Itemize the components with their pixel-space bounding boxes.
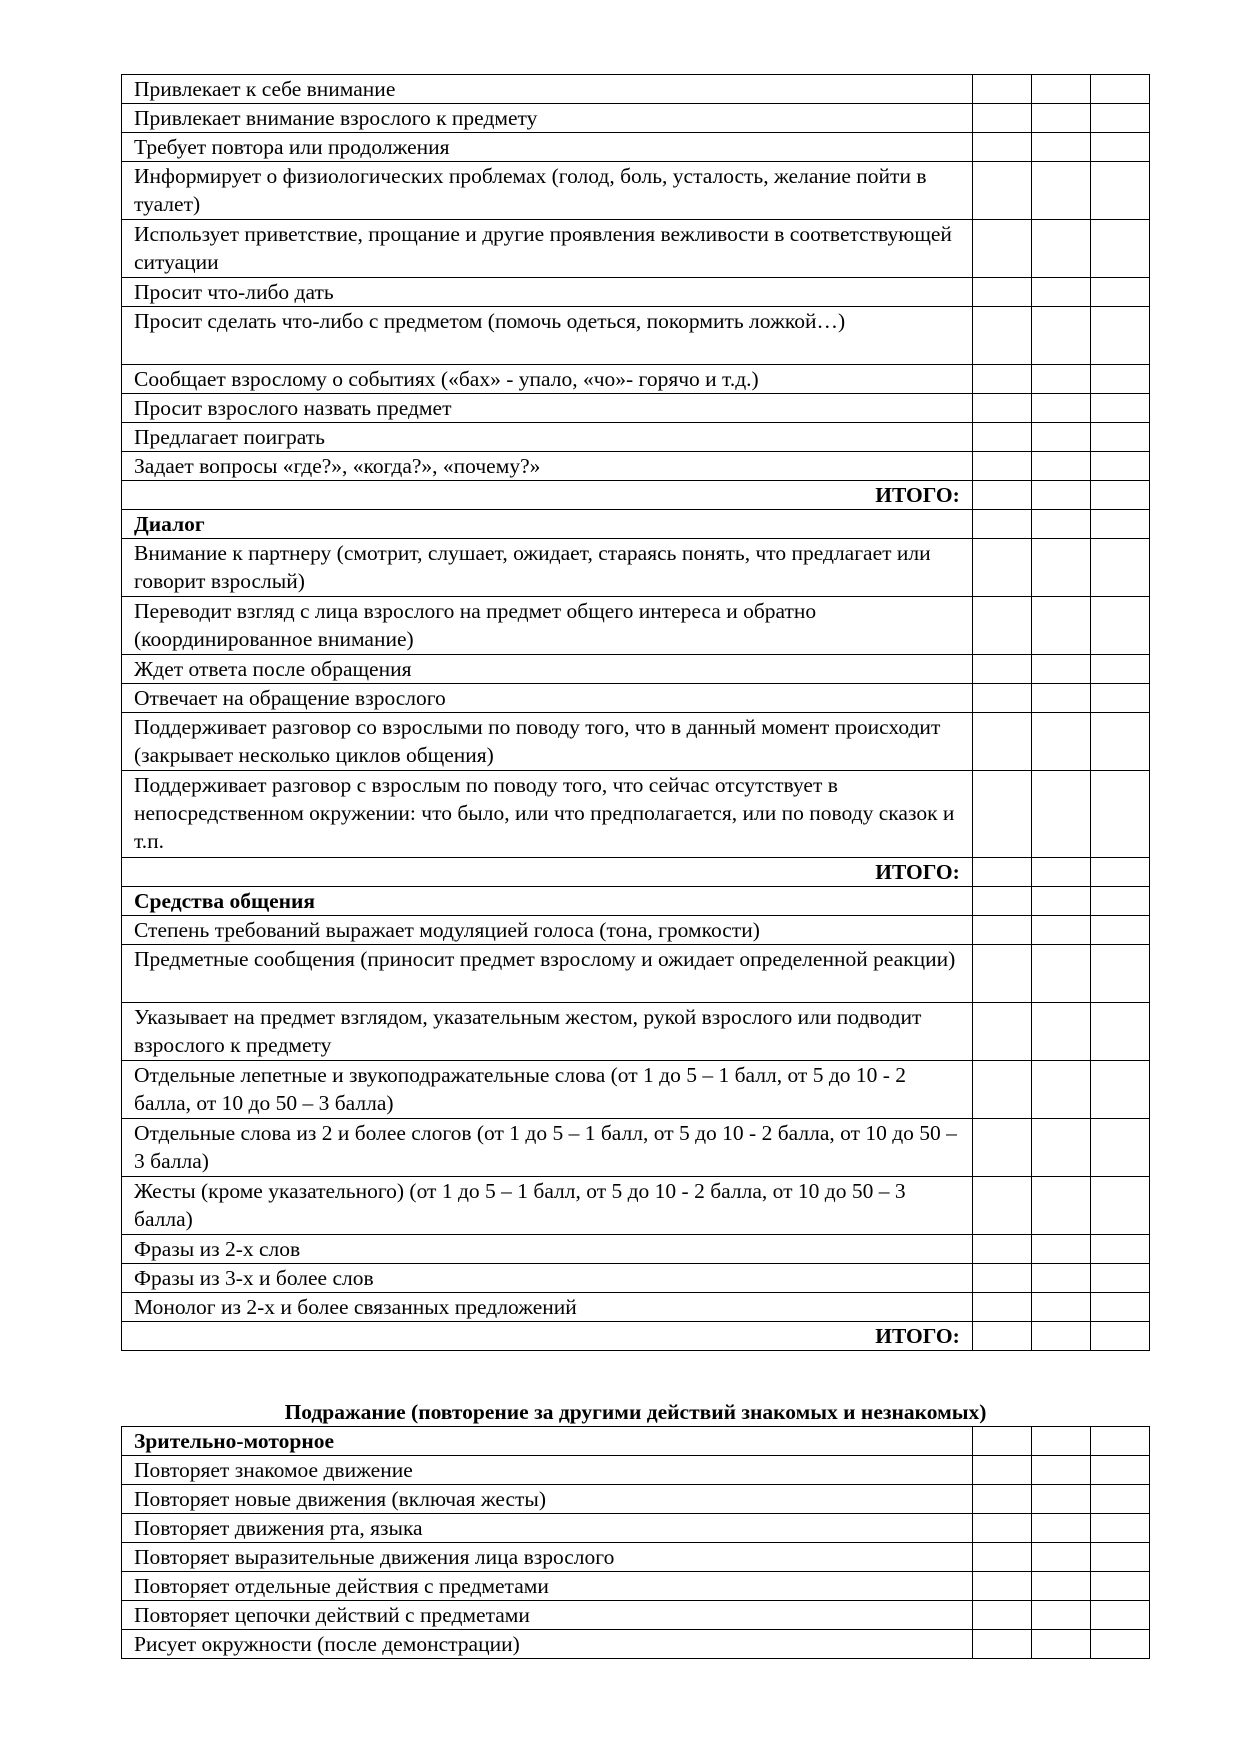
criterion-text: Предметные сообщения (приносит предмет взрослому и ожидает определенной реакции)	[122, 945, 973, 1003]
criterion-text: Использует приветствие, прощание и другие проявления вежливости в соответствующей ситуации	[122, 220, 973, 278]
criterion-text: Фразы из 2-х слов	[122, 1235, 973, 1264]
criterion-text: Информирует о физиологических проблемах (голод, боль, усталость, желание пойти в туалет)	[122, 162, 973, 220]
total-label: ИТОГО:	[122, 1322, 973, 1351]
criterion-text: Просит сделать что-либо с предметом (помочь одеться, покормить ложкой…)	[122, 307, 973, 365]
criterion-text: Указывает на предмет взглядом, указательным жестом, рукой взрослого или подводит взрослого к предмету	[122, 1003, 973, 1061]
score-cell-2[interactable]	[1031, 365, 1090, 394]
score-cell-2[interactable]	[1031, 539, 1090, 597]
criterion-text: Жесты (кроме указательного) (от 1 до 5 – 1 балл, от 5 до 10 - 2 балла, от 10 до 50 – 3 балла)	[122, 1177, 973, 1235]
score-cell-2[interactable]	[1031, 104, 1090, 133]
criterion-text: Привлекает к себе внимание	[122, 75, 973, 104]
score-cell-1[interactable]	[972, 539, 1031, 597]
score-cell-1[interactable]	[972, 481, 1031, 510]
criterion-row	[122, 655, 1150, 684]
criterion-row	[122, 539, 1150, 597]
score-cell-2[interactable]	[1031, 655, 1090, 684]
score-cell-3[interactable]	[1090, 1264, 1149, 1293]
score-cell-2[interactable]	[1031, 1003, 1090, 1061]
score-cell-2[interactable]	[1031, 1177, 1090, 1235]
criterion-row	[122, 1061, 1150, 1119]
score-cell-1[interactable]	[972, 684, 1031, 713]
score-cell-2[interactable]	[1031, 1485, 1090, 1514]
total-label: ИТОГО:	[122, 481, 973, 510]
criterion-text: Рисует окружности (после демонстрации)	[122, 1630, 973, 1659]
score-cell-2[interactable]	[1031, 220, 1090, 278]
score-cell-2[interactable]	[1031, 945, 1090, 1003]
score-cell-1[interactable]	[972, 1485, 1031, 1514]
score-cell-1[interactable]	[972, 162, 1031, 220]
score-cell-1[interactable]	[972, 1543, 1031, 1572]
score-cell-1[interactable]	[972, 1003, 1031, 1061]
score-cell-2[interactable]	[1031, 1322, 1090, 1351]
score-cell-2[interactable]	[1031, 481, 1090, 510]
assessment-table-imitation	[121, 1426, 1150, 1659]
score-cell-2[interactable]	[1031, 771, 1090, 858]
score-cell-3[interactable]	[1090, 1177, 1149, 1235]
score-cell-1[interactable]	[972, 394, 1031, 423]
criterion-row	[122, 307, 1150, 365]
score-cell-2[interactable]	[1031, 75, 1090, 104]
score-cell-3[interactable]	[1090, 597, 1149, 655]
score-cell-1[interactable]	[972, 1322, 1031, 1351]
section-title: Диалог	[122, 510, 973, 539]
score-cell-1[interactable]	[972, 1177, 1031, 1235]
criterion-row	[122, 1456, 1150, 1485]
score-cell-3[interactable]	[1090, 858, 1149, 887]
criterion-row	[122, 278, 1150, 307]
score-cell-1[interactable]	[972, 1119, 1031, 1177]
criterion-row	[122, 1543, 1150, 1572]
total-row	[122, 481, 1150, 510]
criterion-text: Поддерживает разговор с взрослым по поводу того, что сейчас отсутствует в непосредственном окружении: что было, или что предполагается, или по поводу сказок и т.п.	[122, 771, 973, 858]
score-cell-1[interactable]	[972, 365, 1031, 394]
criterion-text: Просит что-либо дать	[122, 278, 973, 307]
criterion-text: Сообщает взрослому о событиях («бах» - упало, «чо»- горячо и т.д.)	[122, 365, 973, 394]
score-cell-1[interactable]	[972, 1630, 1031, 1659]
score-cell-3[interactable]	[1090, 713, 1149, 771]
score-cell-3[interactable]	[1090, 771, 1149, 858]
section-title: Средства общения	[122, 887, 973, 916]
criterion-row	[122, 597, 1150, 655]
criterion-text: Ждет ответа после обращения	[122, 655, 973, 684]
criterion-row	[122, 1514, 1150, 1543]
criterion-row	[122, 104, 1150, 133]
score-cell-3[interactable]	[1090, 887, 1149, 916]
criterion-row	[122, 452, 1150, 481]
score-cell-3[interactable]	[1090, 365, 1149, 394]
score-cell-1[interactable]	[972, 104, 1031, 133]
score-cell-1[interactable]	[972, 887, 1031, 916]
score-cell-2[interactable]	[1031, 1293, 1090, 1322]
score-cell-3[interactable]	[1090, 1322, 1149, 1351]
criterion-row	[122, 1119, 1150, 1177]
score-cell-1[interactable]	[972, 945, 1031, 1003]
score-cell-3[interactable]	[1090, 1293, 1149, 1322]
score-cell-3[interactable]	[1090, 1514, 1149, 1543]
score-cell-3[interactable]	[1090, 1543, 1149, 1572]
score-cell-3[interactable]	[1090, 220, 1149, 278]
score-cell-3[interactable]	[1090, 945, 1149, 1003]
score-cell-1[interactable]	[972, 510, 1031, 539]
criterion-text: Задает вопросы «где?», «когда?», «почему?»	[122, 452, 973, 481]
score-cell-3[interactable]	[1090, 452, 1149, 481]
score-cell-2[interactable]	[1031, 1235, 1090, 1264]
score-cell-2[interactable]	[1031, 394, 1090, 423]
score-cell-3[interactable]	[1090, 162, 1149, 220]
score-cell-3[interactable]	[1090, 1601, 1149, 1630]
criterion-row	[122, 713, 1150, 771]
criterion-text: Отдельные лепетные и звукоподражательные слова (от 1 до 5 – 1 балл, от 5 до 10 - 2 балла, от 10 до 50 – 3 балла)	[122, 1061, 973, 1119]
criterion-row	[122, 684, 1150, 713]
score-cell-3[interactable]	[1090, 1003, 1149, 1061]
score-cell-1[interactable]	[972, 1514, 1031, 1543]
criterion-text: Повторяет знакомое движение	[122, 1456, 973, 1485]
criterion-row	[122, 1601, 1150, 1630]
score-cell-2[interactable]	[1031, 1119, 1090, 1177]
score-cell-3[interactable]	[1090, 539, 1149, 597]
criterion-row	[122, 133, 1150, 162]
score-cell-2[interactable]	[1031, 1543, 1090, 1572]
criterion-row	[122, 1177, 1150, 1235]
criterion-text: Повторяет новые движения (включая жесты)	[122, 1485, 973, 1514]
score-cell-1[interactable]	[972, 133, 1031, 162]
criterion-row	[122, 1630, 1150, 1659]
score-cell-1[interactable]	[972, 858, 1031, 887]
score-cell-3[interactable]	[1090, 133, 1149, 162]
score-cell-3[interactable]	[1090, 1235, 1149, 1264]
criterion-row	[122, 771, 1150, 858]
criterion-row	[122, 945, 1150, 1003]
score-cell-2[interactable]	[1031, 887, 1090, 916]
score-cell-1[interactable]	[972, 1293, 1031, 1322]
criterion-text: Отвечает на обращение взрослого	[122, 684, 973, 713]
score-cell-3[interactable]	[1090, 1456, 1149, 1485]
criterion-text: Внимание к партнеру (смотрит, слушает, ожидает, стараясь понять, что предлагает или говорит взрослый)	[122, 539, 973, 597]
criterion-text: Монолог из 2-х и более связанных предложений	[122, 1293, 973, 1322]
criterion-row	[122, 1293, 1150, 1322]
score-cell-1[interactable]	[972, 75, 1031, 104]
criterion-row	[122, 1485, 1150, 1514]
criterion-text: Повторяет выразительные движения лица взрослого	[122, 1543, 973, 1572]
criterion-text: Повторяет отдельные действия с предметами	[122, 1572, 973, 1601]
score-cell-3[interactable]	[1090, 75, 1149, 104]
section-title: Зрительно-моторное	[122, 1427, 973, 1456]
assessment-table-communication	[121, 74, 1150, 1351]
score-cell-1[interactable]	[972, 1601, 1031, 1630]
score-cell-2[interactable]	[1031, 597, 1090, 655]
score-cell-2[interactable]	[1031, 510, 1090, 539]
score-cell-2[interactable]	[1031, 423, 1090, 452]
score-cell-3[interactable]	[1090, 1572, 1149, 1601]
score-cell-2[interactable]	[1031, 162, 1090, 220]
criterion-text: Повторяет цепочки действий с предметами	[122, 1601, 973, 1630]
criterion-row	[122, 220, 1150, 278]
score-cell-3[interactable]	[1090, 916, 1149, 945]
score-cell-1[interactable]	[972, 1235, 1031, 1264]
score-cell-1[interactable]	[972, 1572, 1031, 1601]
criterion-text: Просит взрослого назвать предмет	[122, 394, 973, 423]
criterion-row	[122, 394, 1150, 423]
score-cell-1[interactable]	[972, 452, 1031, 481]
section-header-row	[122, 1427, 1150, 1456]
section-header-row	[122, 887, 1150, 916]
score-cell-3[interactable]	[1090, 1427, 1149, 1456]
total-label: ИТОГО:	[122, 858, 973, 887]
criterion-text: Требует повтора или продолжения	[122, 133, 973, 162]
criterion-text: Повторяет движения рта, языка	[122, 1514, 973, 1543]
score-cell-3[interactable]	[1090, 394, 1149, 423]
criterion-row	[122, 1003, 1150, 1061]
score-cell-3[interactable]	[1090, 655, 1149, 684]
criterion-text: Предлагает поиграть	[122, 423, 973, 452]
score-cell-2[interactable]	[1031, 1514, 1090, 1543]
section-heading-imitation: Подражание (повторение за другими действий знакомых и незнакомых)	[284, 1400, 987, 1424]
score-cell-2[interactable]	[1031, 858, 1090, 887]
criterion-text: Привлекает внимание взрослого к предмету	[122, 104, 973, 133]
score-cell-1[interactable]	[972, 1456, 1031, 1485]
criterion-row	[122, 162, 1150, 220]
score-cell-2[interactable]	[1031, 684, 1090, 713]
score-cell-1[interactable]	[972, 307, 1031, 365]
score-cell-2[interactable]	[1031, 133, 1090, 162]
score-cell-3[interactable]	[1090, 1119, 1149, 1177]
score-cell-2[interactable]	[1031, 1456, 1090, 1485]
score-cell-2[interactable]	[1031, 1601, 1090, 1630]
criterion-row	[122, 1264, 1150, 1293]
score-cell-2[interactable]	[1031, 1427, 1090, 1456]
score-cell-2[interactable]	[1031, 1630, 1090, 1659]
criterion-text: Отдельные слова из 2 и более слогов (от 1 до 5 – 1 балл, от 5 до 10 - 2 балла, от 10 до 50 – 3 балла)	[122, 1119, 973, 1177]
score-cell-3[interactable]	[1090, 104, 1149, 133]
score-cell-1[interactable]	[972, 771, 1031, 858]
score-cell-1[interactable]	[972, 220, 1031, 278]
score-cell-3[interactable]	[1090, 684, 1149, 713]
criterion-row	[122, 423, 1150, 452]
score-cell-1[interactable]	[972, 278, 1031, 307]
score-cell-1[interactable]	[972, 655, 1031, 684]
score-cell-1[interactable]	[972, 1061, 1031, 1119]
score-cell-3[interactable]	[1090, 1061, 1149, 1119]
score-cell-1[interactable]	[972, 916, 1031, 945]
score-cell-3[interactable]	[1090, 278, 1149, 307]
score-cell-2[interactable]	[1031, 452, 1090, 481]
score-cell-3[interactable]	[1090, 1630, 1149, 1659]
score-cell-2[interactable]	[1031, 1264, 1090, 1293]
criterion-row	[122, 75, 1150, 104]
criterion-row	[122, 365, 1150, 394]
score-cell-3[interactable]	[1090, 510, 1149, 539]
score-cell-1[interactable]	[972, 713, 1031, 771]
score-cell-3[interactable]	[1090, 1485, 1149, 1514]
score-cell-2[interactable]	[1031, 307, 1090, 365]
score-cell-2[interactable]	[1031, 916, 1090, 945]
criterion-row	[122, 1572, 1150, 1601]
total-row	[122, 1322, 1150, 1351]
score-cell-3[interactable]	[1090, 481, 1149, 510]
score-cell-1[interactable]	[972, 1427, 1031, 1456]
score-cell-1[interactable]	[972, 597, 1031, 655]
criterion-row	[122, 1235, 1150, 1264]
score-cell-2[interactable]	[1031, 1572, 1090, 1601]
score-cell-2[interactable]	[1031, 1061, 1090, 1119]
score-cell-1[interactable]	[972, 1264, 1031, 1293]
score-cell-3[interactable]	[1090, 423, 1149, 452]
total-row	[122, 858, 1150, 887]
criterion-text: Поддерживает разговор со взрослыми по поводу того, что в данный момент происходит (закрывает несколько циклов общения)	[122, 713, 973, 771]
score-cell-1[interactable]	[972, 423, 1031, 452]
score-cell-3[interactable]	[1090, 307, 1149, 365]
criterion-text: Степень требований выражает модуляцией голоса (тона, громкости)	[122, 916, 973, 945]
criterion-text: Переводит взгляд с лица взрослого на предмет общего интереса и обратно (координированное внимание)	[122, 597, 973, 655]
section-header-row	[122, 510, 1150, 539]
criterion-row	[122, 916, 1150, 945]
score-cell-2[interactable]	[1031, 278, 1090, 307]
score-cell-2[interactable]	[1031, 713, 1090, 771]
criterion-text: Фразы из 3-х и более слов	[122, 1264, 973, 1293]
